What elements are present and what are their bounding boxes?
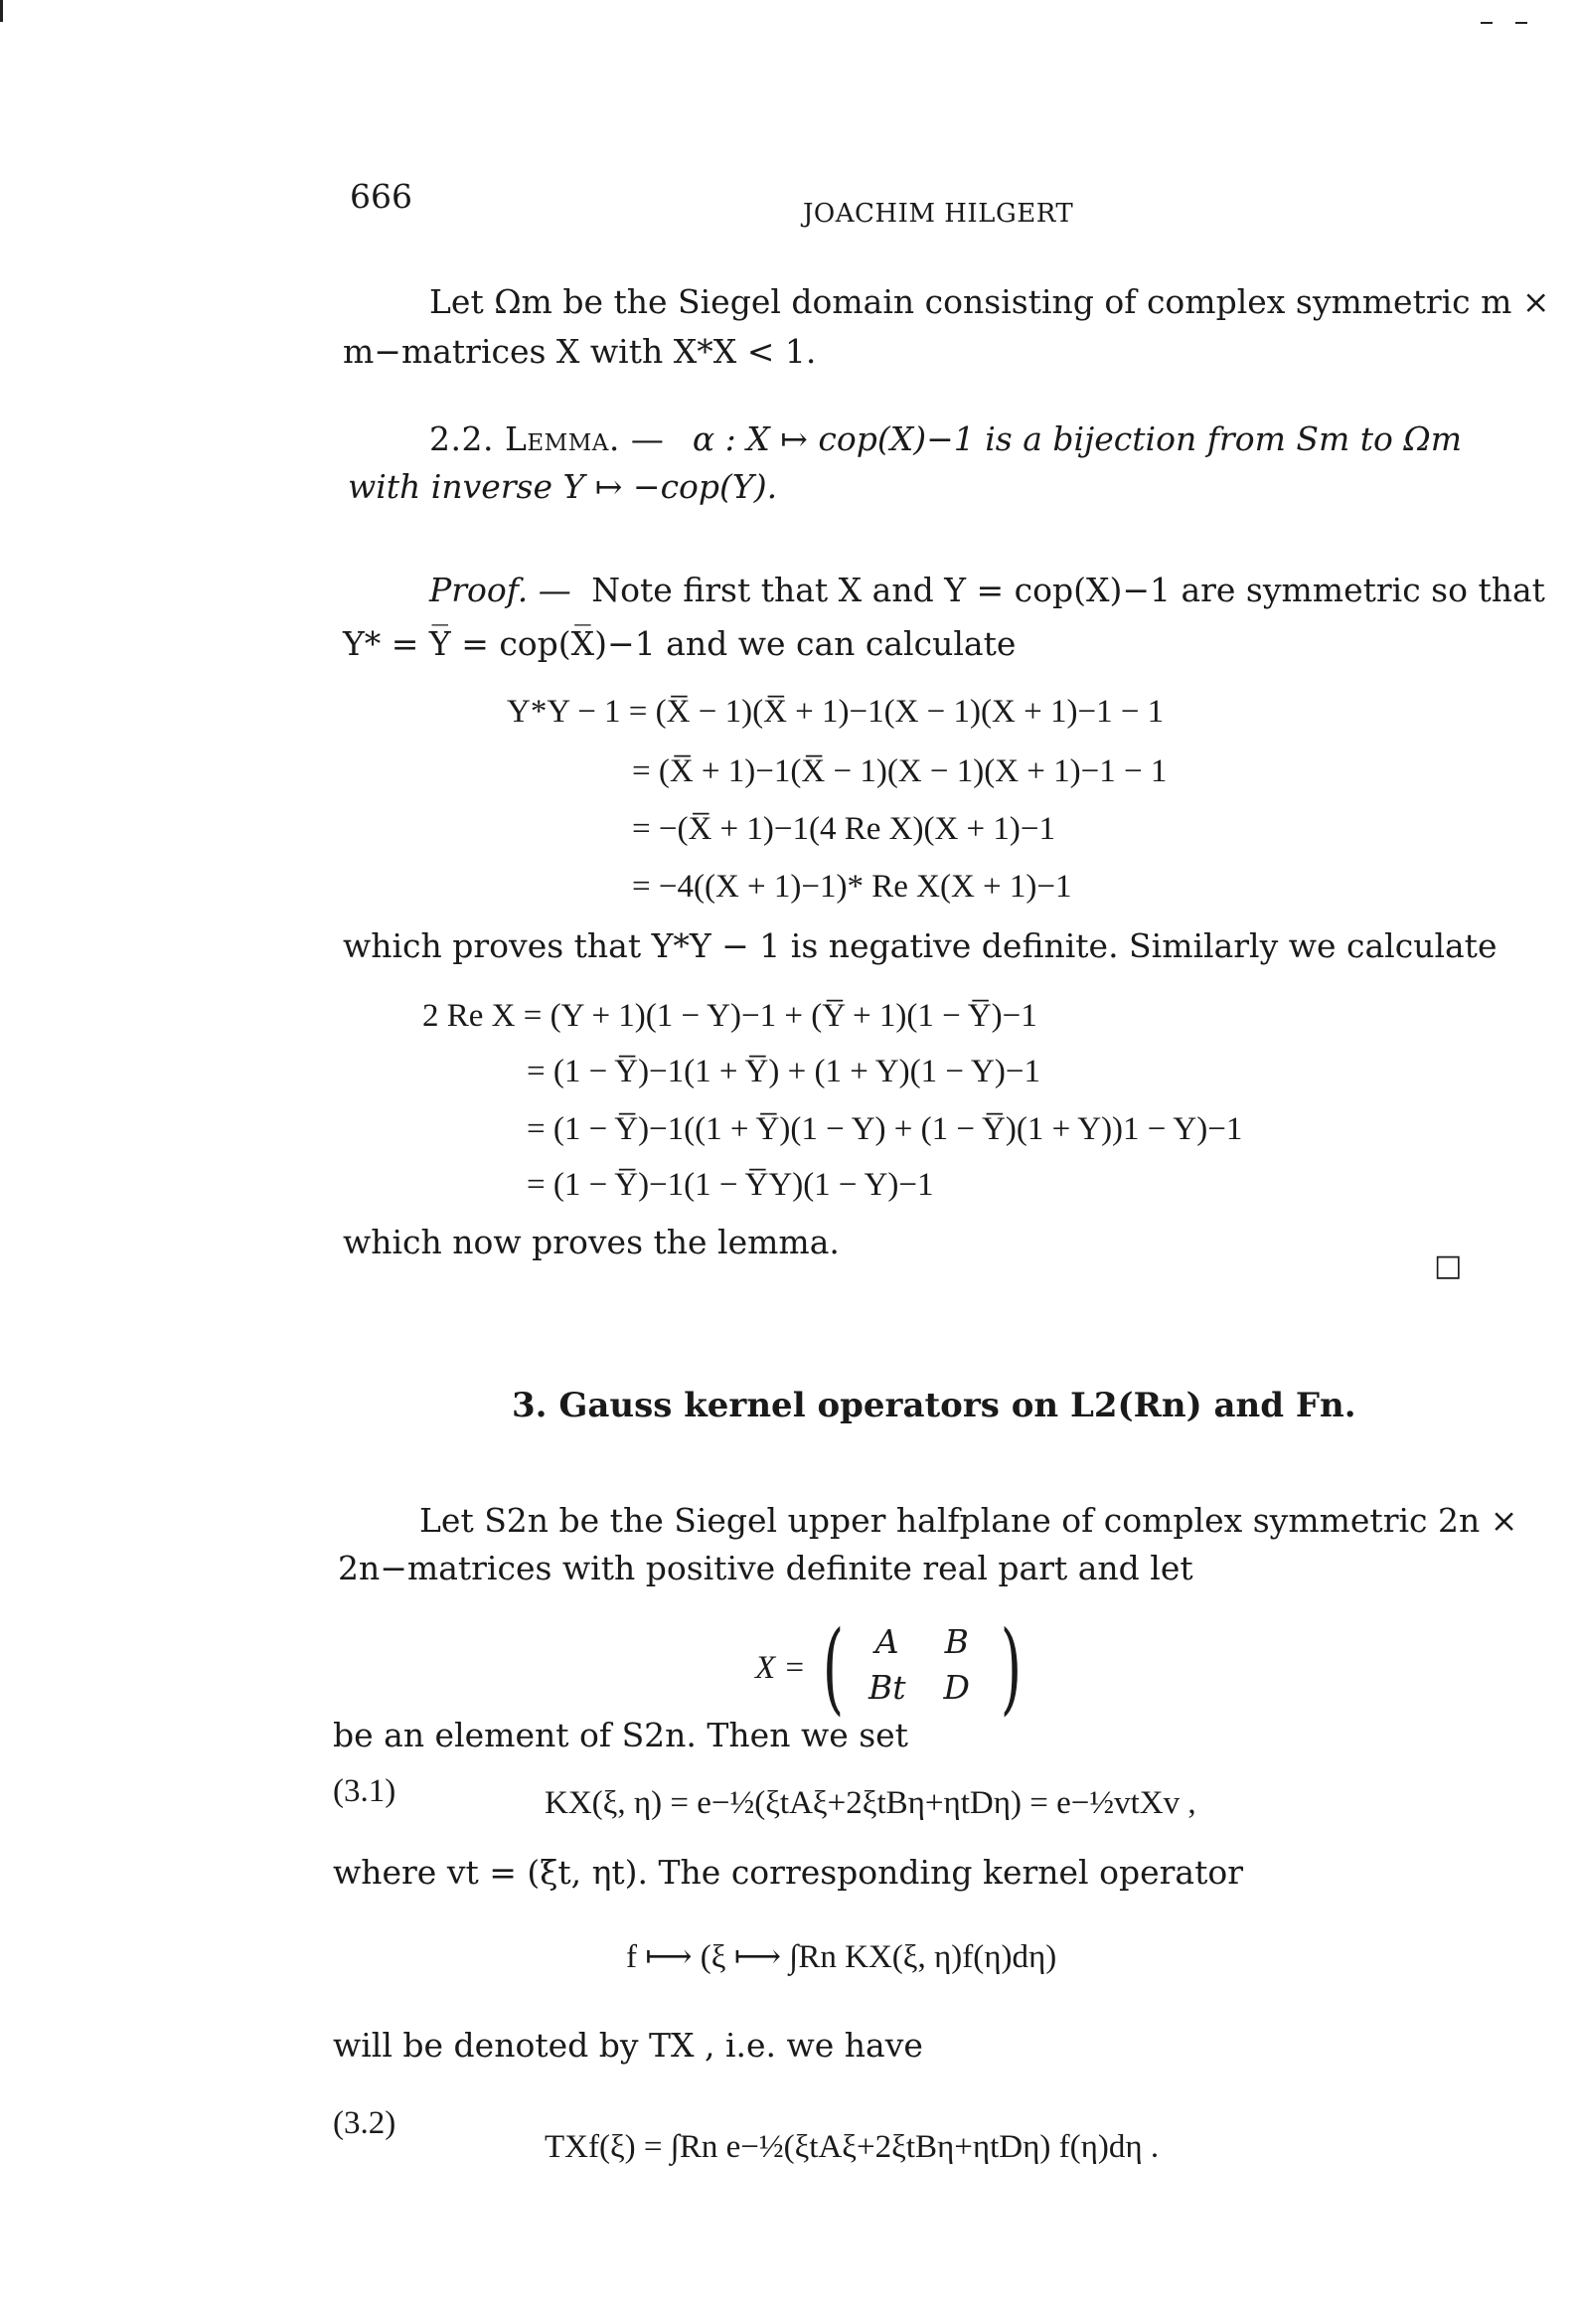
matrix-entry-a: A	[874, 1622, 899, 1661]
calc2-line1: 2 Re X = (Y + 1)(1 − Y)−1 + (Y̅ + 1)(1 − Y̅)−1	[422, 998, 1037, 1034]
calc2-line3: = (1 − Y̅)−1((1 + Y̅)(1 − Y) + (1 − Y̅)(1 + Y))1 − Y)−1	[527, 1111, 1243, 1147]
element-text: be an element of S2n. Then we set	[333, 1716, 908, 1754]
block-matrix-equation	[755, 1609, 1030, 1726]
calc1-line1: Y*Y − 1 = (X̅ − 1)(X̅ + 1)−1(X − 1)(X + 1)−1 − 1	[507, 694, 1165, 730]
scan-edge-mark	[1515, 22, 1527, 24]
running-title: JOACHIM HILGERT	[803, 199, 1074, 229]
left-paren-icon: (	[822, 1609, 844, 1726]
kernel-operator: f ⟼ (ξ ⟼ ∫Rn KX(ξ, η)f(η)dη)	[626, 1939, 1057, 1975]
matrix-lhs: X =	[755, 1649, 806, 1686]
lemma-label: 2.2. Lemma. —	[429, 419, 665, 458]
section-heading: 3. Gauss kernel operators on L2(Rn) and Fn.	[512, 1386, 1356, 1425]
s2n-para-line2: 2n−matrices with positive definite real part and let	[338, 1549, 1193, 1587]
matrix-entry-d: D	[943, 1668, 970, 1707]
s2n-para-line1: Let S2n be the Siegel upper halfplane of complex symmetric 2n ×	[419, 1501, 1518, 1540]
calc1-line4: = −4((X + 1)−1)* Re X(X + 1)−1	[632, 869, 1072, 905]
lemma-statement	[429, 417, 1462, 461]
omega-para-line1: Let Ωm be the Siegel domain consisting of complex symmetric m ×	[429, 282, 1550, 321]
page-number: 666	[350, 177, 412, 216]
proof-line2: Y* = Y̅ = cop(X̅)−1 and we can calculate	[343, 624, 1017, 663]
omega-para-line2: m−matrices X with X*X < 1.	[343, 332, 817, 371]
denoted-text: will be denoted by TX , i.e. we have	[333, 2026, 923, 2065]
scan-edge-mark	[1481, 22, 1493, 24]
calc2-line2: = (1 − Y̅)−1(1 + Y̅) + (1 + Y)(1 − Y)−1	[527, 1054, 1040, 1089]
mid-text: which proves that Y*Y − 1 is negative definite. Similarly we calculate	[343, 926, 1498, 965]
matrix-entries	[853, 1622, 992, 1714]
qed-symbol: □	[1434, 1248, 1463, 1283]
eq31-formula: KX(ξ, η) = e−½(ξtAξ+2ξtBη+ηtDη) = e−½vtXv ,	[545, 1785, 1196, 1821]
proof-text: Note first that X and Y = cop(X)−1 are symmetric so that	[591, 571, 1545, 609]
calc2-line4: = (1 − Y̅)−1(1 − Y̅Y)(1 − Y)−1	[527, 1167, 934, 1203]
matrix-entry-bt: Bt	[867, 1668, 906, 1707]
lemma-line1: α : X ↦ cop(X)−1 is a bijection from Sm to Ωm	[692, 419, 1463, 458]
eq31-label: (3.1)	[333, 1773, 396, 1809]
calc1-line3: = −(X̅ + 1)−1(4 Re X)(X + 1)−1	[632, 811, 1056, 847]
where-text: where vt = (ξt, ηt). The corresponding kernel operator	[333, 1853, 1243, 1892]
proof-line1	[429, 569, 1545, 612]
proof-label: Proof. —	[429, 571, 571, 609]
scan-edge-mark	[0, 0, 3, 22]
matrix-entry-b: B	[944, 1622, 969, 1661]
lemma-line2: with inverse Y ↦ −cop(Y).	[348, 467, 778, 506]
calc1-line2: = (X̅ + 1)−1(X̅ − 1)(X − 1)(X + 1)−1 − 1	[632, 753, 1168, 789]
end-of-proof-text: which now proves the lemma.	[343, 1223, 840, 1261]
right-paren-icon: )	[1000, 1609, 1022, 1726]
eq32-formula: TXf(ξ) = ∫Rn e−½(ξtAξ+2ξtBη+ηtDη) f(η)dη .	[545, 2129, 1160, 2165]
eq32-label: (3.2)	[333, 2105, 396, 2141]
